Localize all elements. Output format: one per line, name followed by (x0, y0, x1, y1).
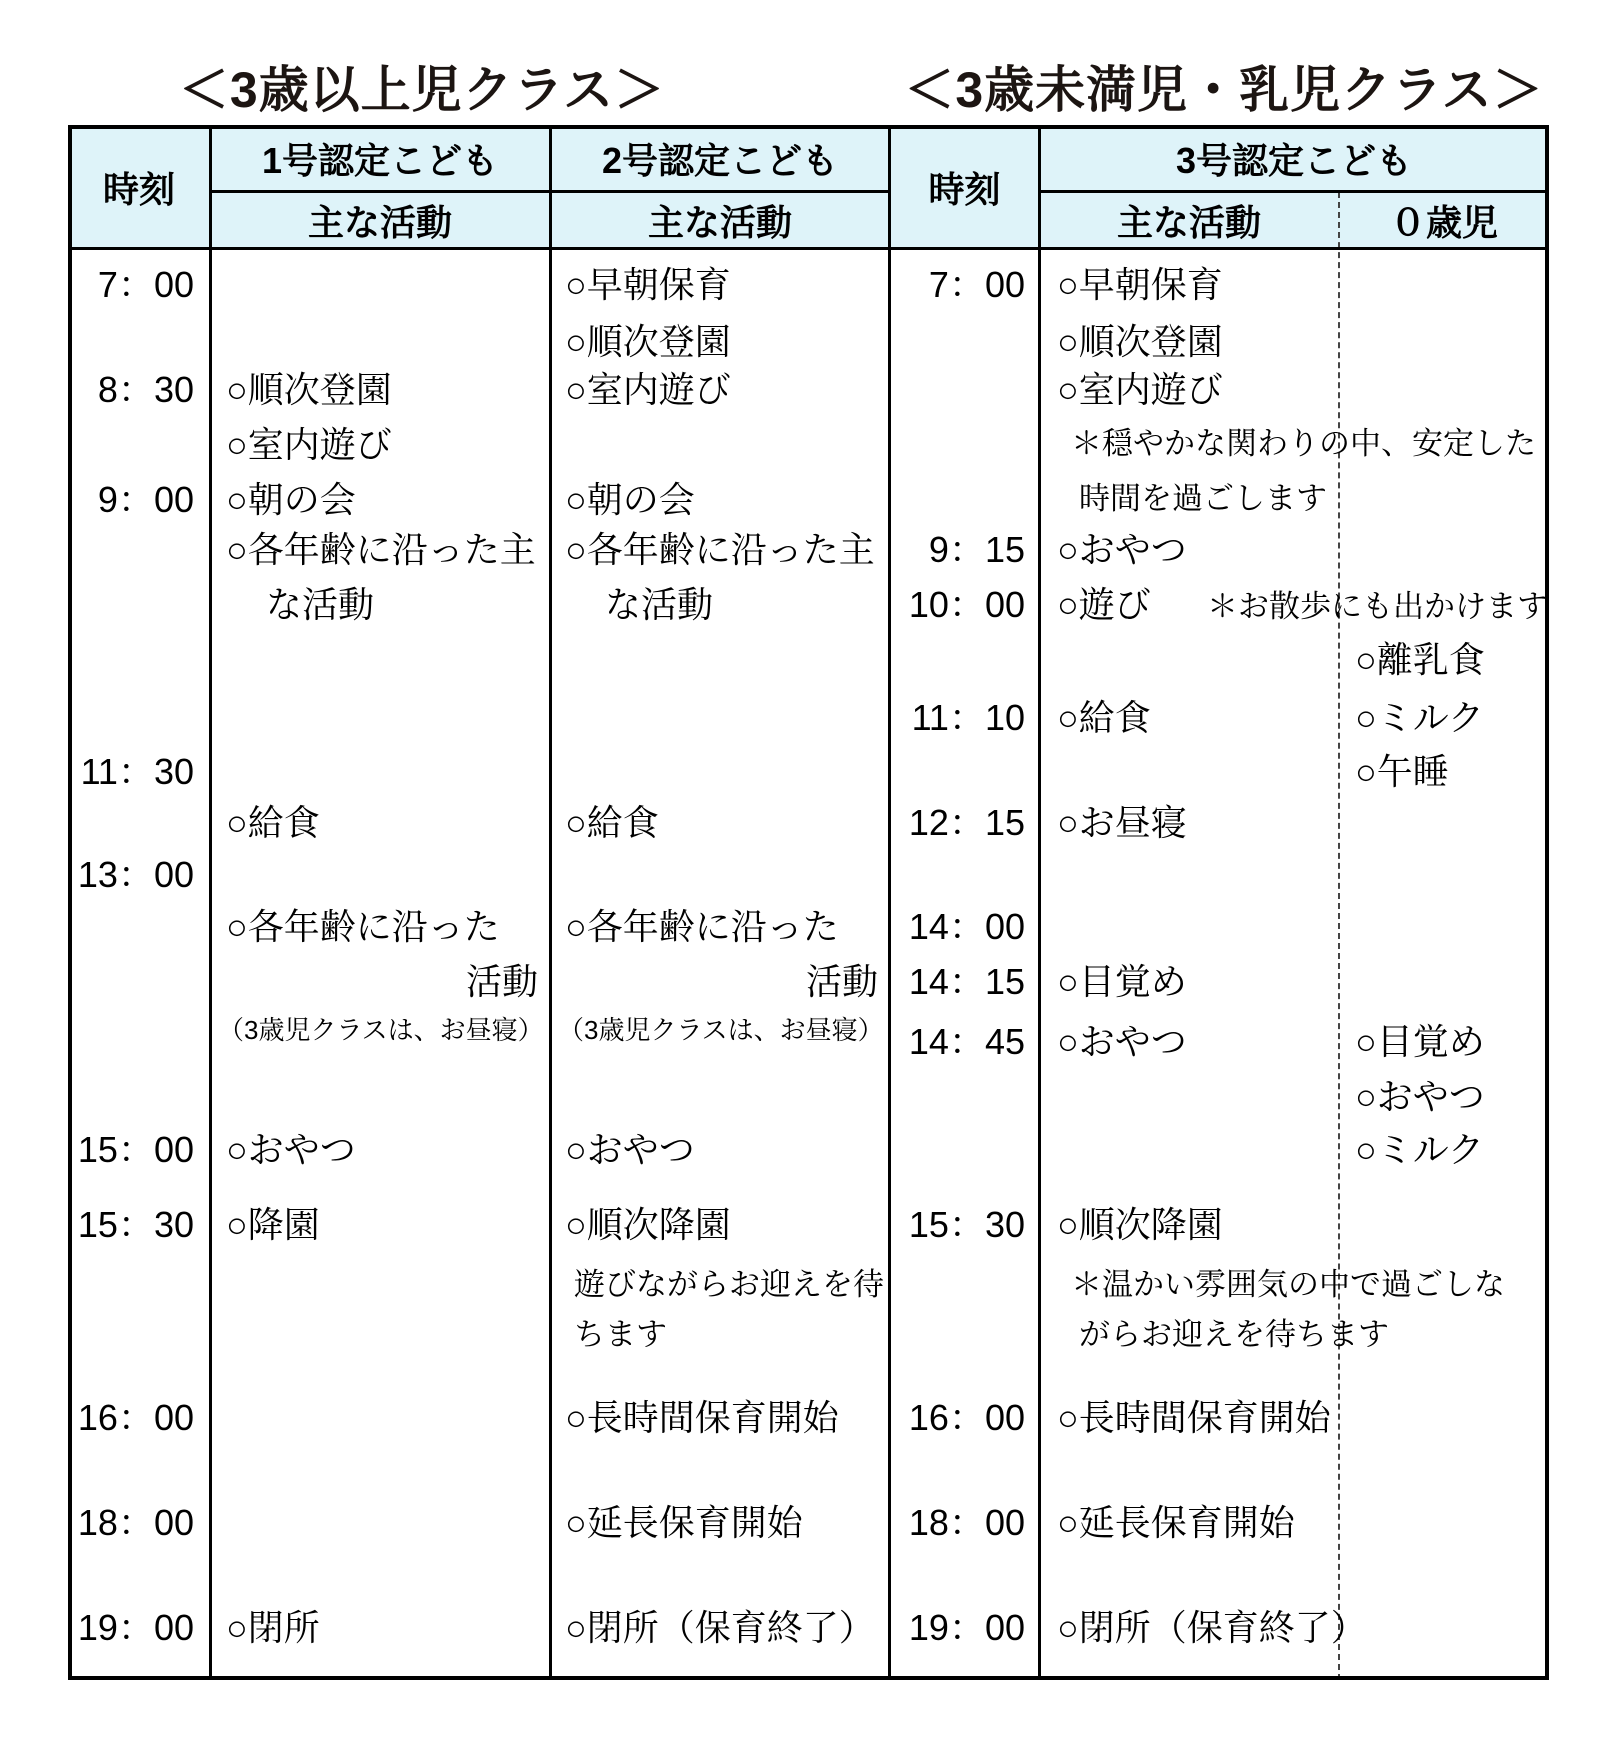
activity-cell: ○朝の会 (565, 479, 695, 520)
activity-cell: ○離乳食 (1355, 639, 1485, 680)
activity-cell: 活動 (465, 961, 538, 1002)
activity-cell: （3歳児クラスは、お昼寝） (218, 1015, 544, 1045)
activity-cell: ○順次登園 (226, 369, 392, 410)
activity-cell: ○早朝保育 (565, 264, 731, 305)
header-main-activity-cert3: 主な活動 (1116, 202, 1261, 243)
class-title-over3: ＜3歳以上児クラス＞ (178, 62, 666, 118)
activity-cell: ○給食 (1057, 697, 1151, 738)
activity-cell: ○朝の会 (226, 479, 356, 520)
activity-cell: ○順次降園 (565, 1204, 731, 1245)
activity-cell: ○目覚め (1355, 1021, 1485, 1062)
activity-cell: ○目覚め (1057, 961, 1187, 1002)
activity-cell: がらお迎えを待ちます (1079, 1317, 1389, 1352)
activity-cell: ○長時間保育開始 (1057, 1397, 1331, 1438)
activity-cell: ○おやつ (226, 1129, 356, 1170)
time-cell: 10：00 (908, 584, 1025, 625)
activity-cell: ○給食 (565, 802, 659, 843)
activity-cell: な活動 (266, 584, 375, 625)
time-cell: 9：00 (97, 479, 194, 520)
header-time-left: 時刻 (102, 168, 175, 210)
activity-cell: ＊穏やかな関わりの中、安定した (1071, 426, 1536, 461)
activity-cell: ○おやつ (565, 1129, 695, 1170)
activity-cell: ○降園 (226, 1204, 320, 1245)
time-cell: 18：00 (908, 1502, 1025, 1543)
activity-cell: ○給食 (226, 802, 320, 843)
activity-cell: ちます (574, 1317, 667, 1352)
time-cell: 13：00 (77, 854, 194, 895)
activity-cell: ○順次降園 (1057, 1204, 1223, 1245)
activity-cell: ○延長保育開始 (1057, 1502, 1295, 1543)
activity-cell: ○遊び (1057, 584, 1151, 625)
time-cell: 19：00 (77, 1607, 194, 1648)
header-main-activity-cert2: 主な活動 (647, 202, 792, 243)
header-cert2: 2号認定こども (601, 140, 839, 181)
time-cell: 9：15 (928, 529, 1025, 570)
activity-cell: ○閉所（保育終了） (565, 1607, 875, 1648)
time-cell: 16：00 (77, 1397, 194, 1438)
time-cell: 14：00 (908, 906, 1025, 947)
activity-cell: ○各年齢に沿った (226, 906, 500, 947)
header-cert3: 3号認定こども (1175, 140, 1413, 181)
activity-cell: ○おやつ (1057, 529, 1187, 570)
activity-cell: （3歳児クラスは、お昼寝） (558, 1015, 884, 1045)
class-title-under3: ＜3歳未満児・乳児クラス＞ (904, 62, 1544, 118)
activity-cell: な活動 (605, 584, 714, 625)
activity-cell: 時間を過ごします (1079, 481, 1327, 516)
time-cell: 15：00 (77, 1129, 194, 1170)
time-cell: 14：45 (908, 1021, 1025, 1062)
activity-cell: ○順次登園 (565, 321, 731, 362)
activity-cell: ○閉所（保育終了） (1057, 1607, 1367, 1648)
time-cell: 11：10 (911, 697, 1025, 738)
header-time-right: 時刻 (928, 168, 1001, 210)
activity-cell: ○延長保育開始 (565, 1502, 803, 1543)
activity-cell: ○室内遊び (1057, 369, 1223, 410)
time-cell: 14：15 (908, 961, 1025, 1002)
time-cell: 15：30 (908, 1204, 1025, 1245)
activity-cell: ○各年齢に沿った主 (565, 529, 875, 570)
header-0yo-column: ０歳児 (1389, 202, 1498, 243)
activity-cell: ＊温かい雰囲気の中で過ごしな (1071, 1267, 1505, 1302)
activity-cell: ○お昼寝 (1057, 802, 1187, 843)
activity-cell: ○午睡 (1355, 751, 1449, 792)
time-cell: 7：00 (97, 264, 194, 305)
activity-cell: ＊お散歩にも出かけます (1207, 589, 1548, 624)
activity-cell: ○ミルク (1355, 1129, 1485, 1170)
time-cell: 8：30 (97, 369, 194, 410)
time-cell: 15：30 (77, 1204, 194, 1245)
activity-cell: ○室内遊び (226, 424, 392, 465)
activity-cell: ○おやつ (1057, 1021, 1187, 1062)
time-cell: 19：00 (908, 1607, 1025, 1648)
activity-cell: 活動 (805, 961, 878, 1002)
activity-cell: ○各年齢に沿った主 (226, 529, 536, 570)
time-cell: 7：00 (928, 264, 1025, 305)
activity-cell: ○順次登園 (1057, 321, 1223, 362)
time-cell: 16：00 (908, 1397, 1025, 1438)
activity-cell: ○閉所 (226, 1607, 320, 1648)
activity-cell: 遊びながらお迎えを待 (574, 1267, 884, 1302)
header-cert1: 1号認定こども (261, 140, 499, 181)
activity-cell: ○ミルク (1355, 697, 1485, 738)
activity-cell: ○早朝保育 (1057, 264, 1223, 305)
table-frame (68, 125, 1549, 1680)
activity-cell: ○室内遊び (565, 369, 731, 410)
time-cell: 18：00 (77, 1502, 194, 1543)
activity-cell: ○各年齢に沿った (565, 906, 839, 947)
time-cell: 11：30 (80, 751, 194, 792)
activity-cell: ○おやつ (1355, 1076, 1485, 1117)
time-cell: 12：15 (908, 802, 1025, 843)
activity-cell: ○長時間保育開始 (565, 1397, 839, 1438)
header-main-activity-cert1: 主な活動 (307, 202, 452, 243)
